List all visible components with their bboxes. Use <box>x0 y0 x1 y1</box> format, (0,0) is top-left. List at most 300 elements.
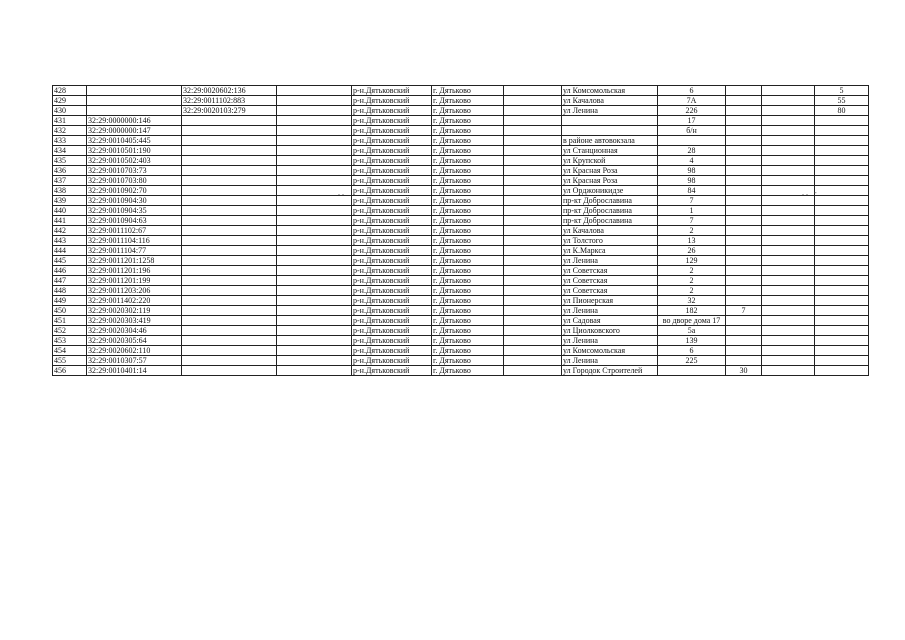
extra-cell <box>726 126 762 136</box>
table-row <box>53 326 869 336</box>
house-number-cell: 6 <box>658 346 726 356</box>
extra-cell <box>762 256 815 266</box>
extra-cell <box>762 236 815 246</box>
cadastral-number-alt-cell <box>182 236 277 246</box>
extra-cell <box>762 346 815 356</box>
extra-cell <box>726 346 762 356</box>
apartment-count-cell <box>815 196 869 206</box>
apartment-count-cell <box>815 246 869 256</box>
extra-cell <box>726 166 762 176</box>
scan-speck: . . <box>338 188 344 197</box>
cadastral-number-cell: 32:29:0020602:110 <box>87 346 182 356</box>
extra-cell <box>762 246 815 256</box>
city-cell: г. Дятьково <box>432 336 504 346</box>
extra-cell <box>726 266 762 276</box>
row-number-cell: 429 <box>53 96 87 106</box>
extra-cell <box>726 276 762 286</box>
table-row <box>53 136 869 146</box>
cadastral-number-cell: 32:29:0011104:77 <box>87 246 182 256</box>
row-number-cell: 434 <box>53 146 87 156</box>
cadastral-number-alt-cell <box>182 246 277 256</box>
empty-cell <box>277 246 352 256</box>
house-number-cell: 1 <box>658 206 726 216</box>
row-number-cell: 441 <box>53 216 87 226</box>
cadastral-number-cell: 32:29:0011201:199 <box>87 276 182 286</box>
empty-cell <box>504 126 562 136</box>
house-number-cell: 17 <box>658 116 726 126</box>
empty-cell <box>277 216 352 226</box>
cadastral-number-alt-cell <box>182 336 277 346</box>
district-cell: р-н.Дятьковский <box>352 306 432 316</box>
empty-cell <box>277 136 352 146</box>
cadastral-number-alt-cell <box>182 146 277 156</box>
street-cell: ул Комсомольская <box>562 346 658 356</box>
extra-cell <box>726 136 762 146</box>
extra-cell <box>762 136 815 146</box>
cadastral-number-cell <box>87 96 182 106</box>
city-cell: г. Дятьково <box>432 246 504 256</box>
district-cell: р-н.Дятьковский <box>352 276 432 286</box>
cadastral-number-cell: 32:29:0010904:35 <box>87 206 182 216</box>
street-cell: ул Пионерская <box>562 296 658 306</box>
row-number-cell: 448 <box>53 286 87 296</box>
empty-cell <box>504 96 562 106</box>
house-number-cell: 26 <box>658 246 726 256</box>
extra-cell <box>726 216 762 226</box>
empty-cell <box>504 216 562 226</box>
cadastral-number-alt-cell <box>182 196 277 206</box>
house-number-cell: 2 <box>658 226 726 236</box>
city-cell: г. Дятьково <box>432 86 504 96</box>
empty-cell <box>277 276 352 286</box>
cadastral-number-alt-cell <box>182 126 277 136</box>
city-cell: г. Дятьково <box>432 176 504 186</box>
street-cell: в районе автовокзала <box>562 136 658 146</box>
apartment-count-cell <box>815 166 869 176</box>
extra-cell: 30 <box>726 366 762 376</box>
table-body <box>53 86 869 376</box>
cadastral-number-alt-cell <box>182 136 277 146</box>
empty-cell <box>277 266 352 276</box>
cadastral-number-alt-cell <box>182 256 277 266</box>
district-cell: р-н.Дятьковский <box>352 146 432 156</box>
empty-cell <box>504 356 562 366</box>
table-row <box>53 336 869 346</box>
city-cell: г. Дятьково <box>432 116 504 126</box>
table-row <box>53 126 869 136</box>
city-cell: г. Дятьково <box>432 356 504 366</box>
table-row <box>53 236 869 246</box>
street-cell: ул Крупской <box>562 156 658 166</box>
table-row <box>53 356 869 366</box>
district-cell: р-н.Дятьковский <box>352 266 432 276</box>
empty-cell <box>277 86 352 96</box>
extra-cell <box>726 286 762 296</box>
street-cell: ул Советская <box>562 286 658 296</box>
district-cell: р-н.Дятьковский <box>352 366 432 376</box>
extra-cell <box>726 226 762 236</box>
street-cell: ул К.Маркса <box>562 246 658 256</box>
city-cell: г. Дятьково <box>432 216 504 226</box>
apartment-count-cell <box>815 286 869 296</box>
row-number-cell: 438 <box>53 186 87 196</box>
row-number-cell: 445 <box>53 256 87 266</box>
apartment-count-cell <box>815 336 869 346</box>
house-number-cell: 5а <box>658 326 726 336</box>
cadastral-number-cell: 32:29:0011203:206 <box>87 286 182 296</box>
apartment-count-cell <box>815 176 869 186</box>
table-row <box>53 96 869 106</box>
cadastral-number-alt-cell <box>182 326 277 336</box>
empty-cell <box>277 256 352 266</box>
district-cell: р-н.Дятьковский <box>352 176 432 186</box>
cadastral-number-cell: 32:29:0011104:116 <box>87 236 182 246</box>
empty-cell <box>504 326 562 336</box>
house-number-cell: 7А <box>658 96 726 106</box>
extra-cell <box>762 326 815 336</box>
empty-cell <box>504 246 562 256</box>
cadastral-number-cell <box>87 86 182 96</box>
house-number-cell: во дворе дома 17 <box>658 316 726 326</box>
district-cell: р-н.Дятьковский <box>352 356 432 366</box>
cadastral-number-cell: 32:29:0010502:403 <box>87 156 182 166</box>
cadastral-number-cell: 32:29:0020303:419 <box>87 316 182 326</box>
cadastral-number-cell: 32:29:0010904:30 <box>87 196 182 206</box>
extra-cell <box>726 336 762 346</box>
empty-cell <box>277 286 352 296</box>
cadastral-number-cell: 32:29:0011201:1258 <box>87 256 182 266</box>
table-row <box>53 216 869 226</box>
city-cell: г. Дятьково <box>432 316 504 326</box>
row-number-cell: 454 <box>53 346 87 356</box>
table-row <box>53 306 869 316</box>
empty-cell <box>504 266 562 276</box>
city-cell: г. Дятьково <box>432 366 504 376</box>
apartment-count-cell <box>815 316 869 326</box>
cadastral-number-alt-cell <box>182 156 277 166</box>
district-cell: р-н.Дятьковский <box>352 226 432 236</box>
city-cell: г. Дятьково <box>432 236 504 246</box>
cadastral-number-alt-cell: 32:29:0020103:279 <box>182 106 277 116</box>
cadastral-number-cell: 32:29:0010501:190 <box>87 146 182 156</box>
city-cell: г. Дятьково <box>432 146 504 156</box>
street-cell <box>562 126 658 136</box>
table-row <box>53 256 869 266</box>
house-number-cell: 6 <box>658 86 726 96</box>
cadastral-number-alt-cell <box>182 276 277 286</box>
cadastral-number-alt-cell: 32:29:0020602:136 <box>182 86 277 96</box>
district-cell: р-н.Дятьковский <box>352 216 432 226</box>
empty-cell <box>277 196 352 206</box>
city-cell: г. Дятьково <box>432 306 504 316</box>
empty-cell <box>504 156 562 166</box>
house-number-cell: 225 <box>658 356 726 366</box>
extra-cell <box>726 116 762 126</box>
street-cell: ул Ленина <box>562 106 658 116</box>
house-number-cell: 182 <box>658 306 726 316</box>
city-cell: г. Дятьково <box>432 276 504 286</box>
empty-cell <box>504 346 562 356</box>
cadastral-number-alt-cell <box>182 116 277 126</box>
extra-cell <box>762 196 815 206</box>
extra-cell <box>726 326 762 336</box>
house-number-cell: 2 <box>658 276 726 286</box>
extra-cell <box>726 146 762 156</box>
apartment-count-cell <box>815 326 869 336</box>
street-cell: ул Городок Строителей <box>562 366 658 376</box>
extra-cell <box>762 316 815 326</box>
cadastral-number-alt-cell <box>182 166 277 176</box>
empty-cell <box>277 116 352 126</box>
apartment-count-cell <box>815 266 869 276</box>
table-row <box>53 286 869 296</box>
house-number-cell: 7 <box>658 216 726 226</box>
street-cell <box>562 116 658 126</box>
apartment-count-cell <box>815 206 869 216</box>
empty-cell <box>277 176 352 186</box>
cadastral-number-cell: 32:29:0010904:63 <box>87 216 182 226</box>
cadastral-number-alt-cell: 32:29:0011102:883 <box>182 96 277 106</box>
district-cell: р-н.Дятьковский <box>352 86 432 96</box>
city-cell: г. Дятьково <box>432 106 504 116</box>
empty-cell <box>504 256 562 266</box>
cadastral-number-cell: 32:29:0010703:80 <box>87 176 182 186</box>
table-row <box>53 366 869 376</box>
apartment-count-cell <box>815 116 869 126</box>
district-cell: р-н.Дятьковский <box>352 316 432 326</box>
house-number-cell: б/н <box>658 126 726 136</box>
empty-cell <box>504 286 562 296</box>
row-number-cell: 450 <box>53 306 87 316</box>
apartment-count-cell <box>815 256 869 266</box>
extra-cell <box>726 296 762 306</box>
district-cell: р-н.Дятьковский <box>352 116 432 126</box>
extra-cell <box>726 356 762 366</box>
row-number-cell: 452 <box>53 326 87 336</box>
extra-cell <box>762 116 815 126</box>
cadastral-number-cell: 32:29:0000000:146 <box>87 116 182 126</box>
cadastral-number-alt-cell <box>182 176 277 186</box>
empty-cell <box>504 236 562 246</box>
table-row <box>53 196 869 206</box>
empty-cell <box>277 106 352 116</box>
district-cell: р-н.Дятьковский <box>352 346 432 356</box>
city-cell: г. Дятьково <box>432 286 504 296</box>
city-cell: г. Дятьково <box>432 326 504 336</box>
apartment-count-cell <box>815 236 869 246</box>
row-number-cell: 456 <box>53 366 87 376</box>
extra-cell <box>762 226 815 236</box>
extra-cell <box>726 106 762 116</box>
street-cell: ул Качалова <box>562 96 658 106</box>
row-number-cell: 440 <box>53 206 87 216</box>
district-cell: р-н.Дятьковский <box>352 336 432 346</box>
empty-cell <box>504 296 562 306</box>
empty-cell <box>504 206 562 216</box>
apartment-count-cell <box>815 126 869 136</box>
apartment-count-cell: 55 <box>815 96 869 106</box>
district-cell: р-н.Дятьковский <box>352 286 432 296</box>
table-row <box>53 346 869 356</box>
scan-speck: . . - <box>802 188 817 197</box>
apartment-count-cell <box>815 346 869 356</box>
table-row <box>53 186 869 196</box>
house-number-cell <box>658 366 726 376</box>
cadastral-number-cell: 32:29:0010307:57 <box>87 356 182 366</box>
empty-cell <box>277 306 352 316</box>
street-cell: ул Ленина <box>562 306 658 316</box>
row-number-cell: 449 <box>53 296 87 306</box>
row-number-cell: 430 <box>53 106 87 116</box>
city-cell: г. Дятьково <box>432 296 504 306</box>
cadastral-number-alt-cell <box>182 206 277 216</box>
district-cell: р-н.Дятьковский <box>352 206 432 216</box>
cadastral-number-alt-cell <box>182 286 277 296</box>
apartment-count-cell <box>815 366 869 376</box>
empty-cell <box>504 226 562 236</box>
row-number-cell: 433 <box>53 136 87 146</box>
cadastral-number-alt-cell <box>182 296 277 306</box>
city-cell: г. Дятьково <box>432 136 504 146</box>
extra-cell <box>726 316 762 326</box>
cadastral-number-alt-cell <box>182 186 277 196</box>
extra-cell <box>762 176 815 186</box>
cadastral-number-cell: 32:29:0010405:445 <box>87 136 182 146</box>
city-cell: г. Дятьково <box>432 166 504 176</box>
property-register-table <box>52 85 869 376</box>
empty-cell <box>277 236 352 246</box>
district-cell: р-н.Дятьковский <box>352 196 432 206</box>
cadastral-number-alt-cell <box>182 306 277 316</box>
street-cell: пр-кт Доброславина <box>562 216 658 226</box>
extra-cell <box>726 256 762 266</box>
table-row <box>53 266 869 276</box>
table-row <box>53 176 869 186</box>
row-number-cell: 453 <box>53 336 87 346</box>
cadastral-number-alt-cell <box>182 316 277 326</box>
table-row <box>53 106 869 116</box>
row-number-cell: 432 <box>53 126 87 136</box>
house-number-cell: 139 <box>658 336 726 346</box>
street-cell: пр-кт Доброславина <box>562 206 658 216</box>
cadastral-number-alt-cell <box>182 266 277 276</box>
city-cell: г. Дятьково <box>432 186 504 196</box>
table-row <box>53 146 869 156</box>
row-number-cell: 442 <box>53 226 87 236</box>
district-cell: р-н.Дятьковский <box>352 296 432 306</box>
street-cell: ул Советская <box>562 266 658 276</box>
cadastral-number-alt-cell <box>182 216 277 226</box>
cadastral-number-cell: 32:29:0010703:73 <box>87 166 182 176</box>
city-cell: г. Дятьково <box>432 96 504 106</box>
table-row <box>53 246 869 256</box>
table-row <box>53 276 869 286</box>
extra-cell <box>762 286 815 296</box>
empty-cell <box>277 316 352 326</box>
street-cell: ул Орджоникидзе <box>562 186 658 196</box>
house-number-cell: 4 <box>658 156 726 166</box>
empty-cell <box>504 276 562 286</box>
extra-cell <box>762 366 815 376</box>
table-row <box>53 316 869 326</box>
empty-cell <box>277 226 352 236</box>
apartment-count-cell <box>815 136 869 146</box>
apartment-count-cell: 80 <box>815 106 869 116</box>
extra-cell <box>762 306 815 316</box>
cadastral-number-cell: 32:29:0011102:67 <box>87 226 182 236</box>
cadastral-number-alt-cell <box>182 356 277 366</box>
extra-cell <box>726 186 762 196</box>
empty-cell <box>504 316 562 326</box>
row-number-cell: 431 <box>53 116 87 126</box>
city-cell: г. Дятьково <box>432 126 504 136</box>
district-cell: р-н.Дятьковский <box>352 126 432 136</box>
apartment-count-cell <box>815 296 869 306</box>
row-number-cell: 439 <box>53 196 87 206</box>
house-number-cell: 129 <box>658 256 726 266</box>
extra-cell <box>762 106 815 116</box>
extra-cell <box>762 86 815 96</box>
empty-cell <box>504 86 562 96</box>
extra-cell <box>726 176 762 186</box>
table-row <box>53 226 869 236</box>
extra-cell <box>762 96 815 106</box>
city-cell: г. Дятьково <box>432 196 504 206</box>
cadastral-number-cell: 32:29:0000000:147 <box>87 126 182 136</box>
apartment-count-cell <box>815 146 869 156</box>
row-number-cell: 436 <box>53 166 87 176</box>
extra-cell <box>726 246 762 256</box>
empty-cell <box>504 196 562 206</box>
empty-cell <box>277 336 352 346</box>
street-cell: ул Толстого <box>562 236 658 246</box>
empty-cell <box>504 166 562 176</box>
extra-cell <box>762 266 815 276</box>
house-number-cell: 13 <box>658 236 726 246</box>
extra-cell <box>762 336 815 346</box>
cadastral-number-alt-cell <box>182 346 277 356</box>
district-cell: р-н.Дятьковский <box>352 96 432 106</box>
extra-cell <box>762 126 815 136</box>
apartment-count-cell <box>815 226 869 236</box>
street-cell: ул Ленина <box>562 336 658 346</box>
house-number-cell: 98 <box>658 176 726 186</box>
cadastral-number-cell: 32:29:0020302:119 <box>87 306 182 316</box>
empty-cell <box>504 366 562 376</box>
row-number-cell: 447 <box>53 276 87 286</box>
apartment-count-cell <box>815 186 869 196</box>
extra-cell <box>762 276 815 286</box>
city-cell: г. Дятьково <box>432 156 504 166</box>
empty-cell <box>277 126 352 136</box>
extra-cell <box>726 156 762 166</box>
cadastral-number-cell: 32:29:0010902:70 <box>87 186 182 196</box>
row-number-cell: 435 <box>53 156 87 166</box>
city-cell: г. Дятьково <box>432 346 504 356</box>
apartment-count-cell <box>815 306 869 316</box>
apartment-count-cell <box>815 356 869 366</box>
empty-cell <box>504 116 562 126</box>
street-cell: ул Станционная <box>562 146 658 156</box>
extra-cell <box>762 206 815 216</box>
empty-cell <box>504 106 562 116</box>
extra-cell: 7 <box>726 306 762 316</box>
district-cell: р-н.Дятьковский <box>352 246 432 256</box>
cadastral-number-cell: 32:29:0010401:14 <box>87 366 182 376</box>
district-cell: р-н.Дятьковский <box>352 156 432 166</box>
extra-cell <box>726 96 762 106</box>
street-cell: ул Ленина <box>562 256 658 266</box>
